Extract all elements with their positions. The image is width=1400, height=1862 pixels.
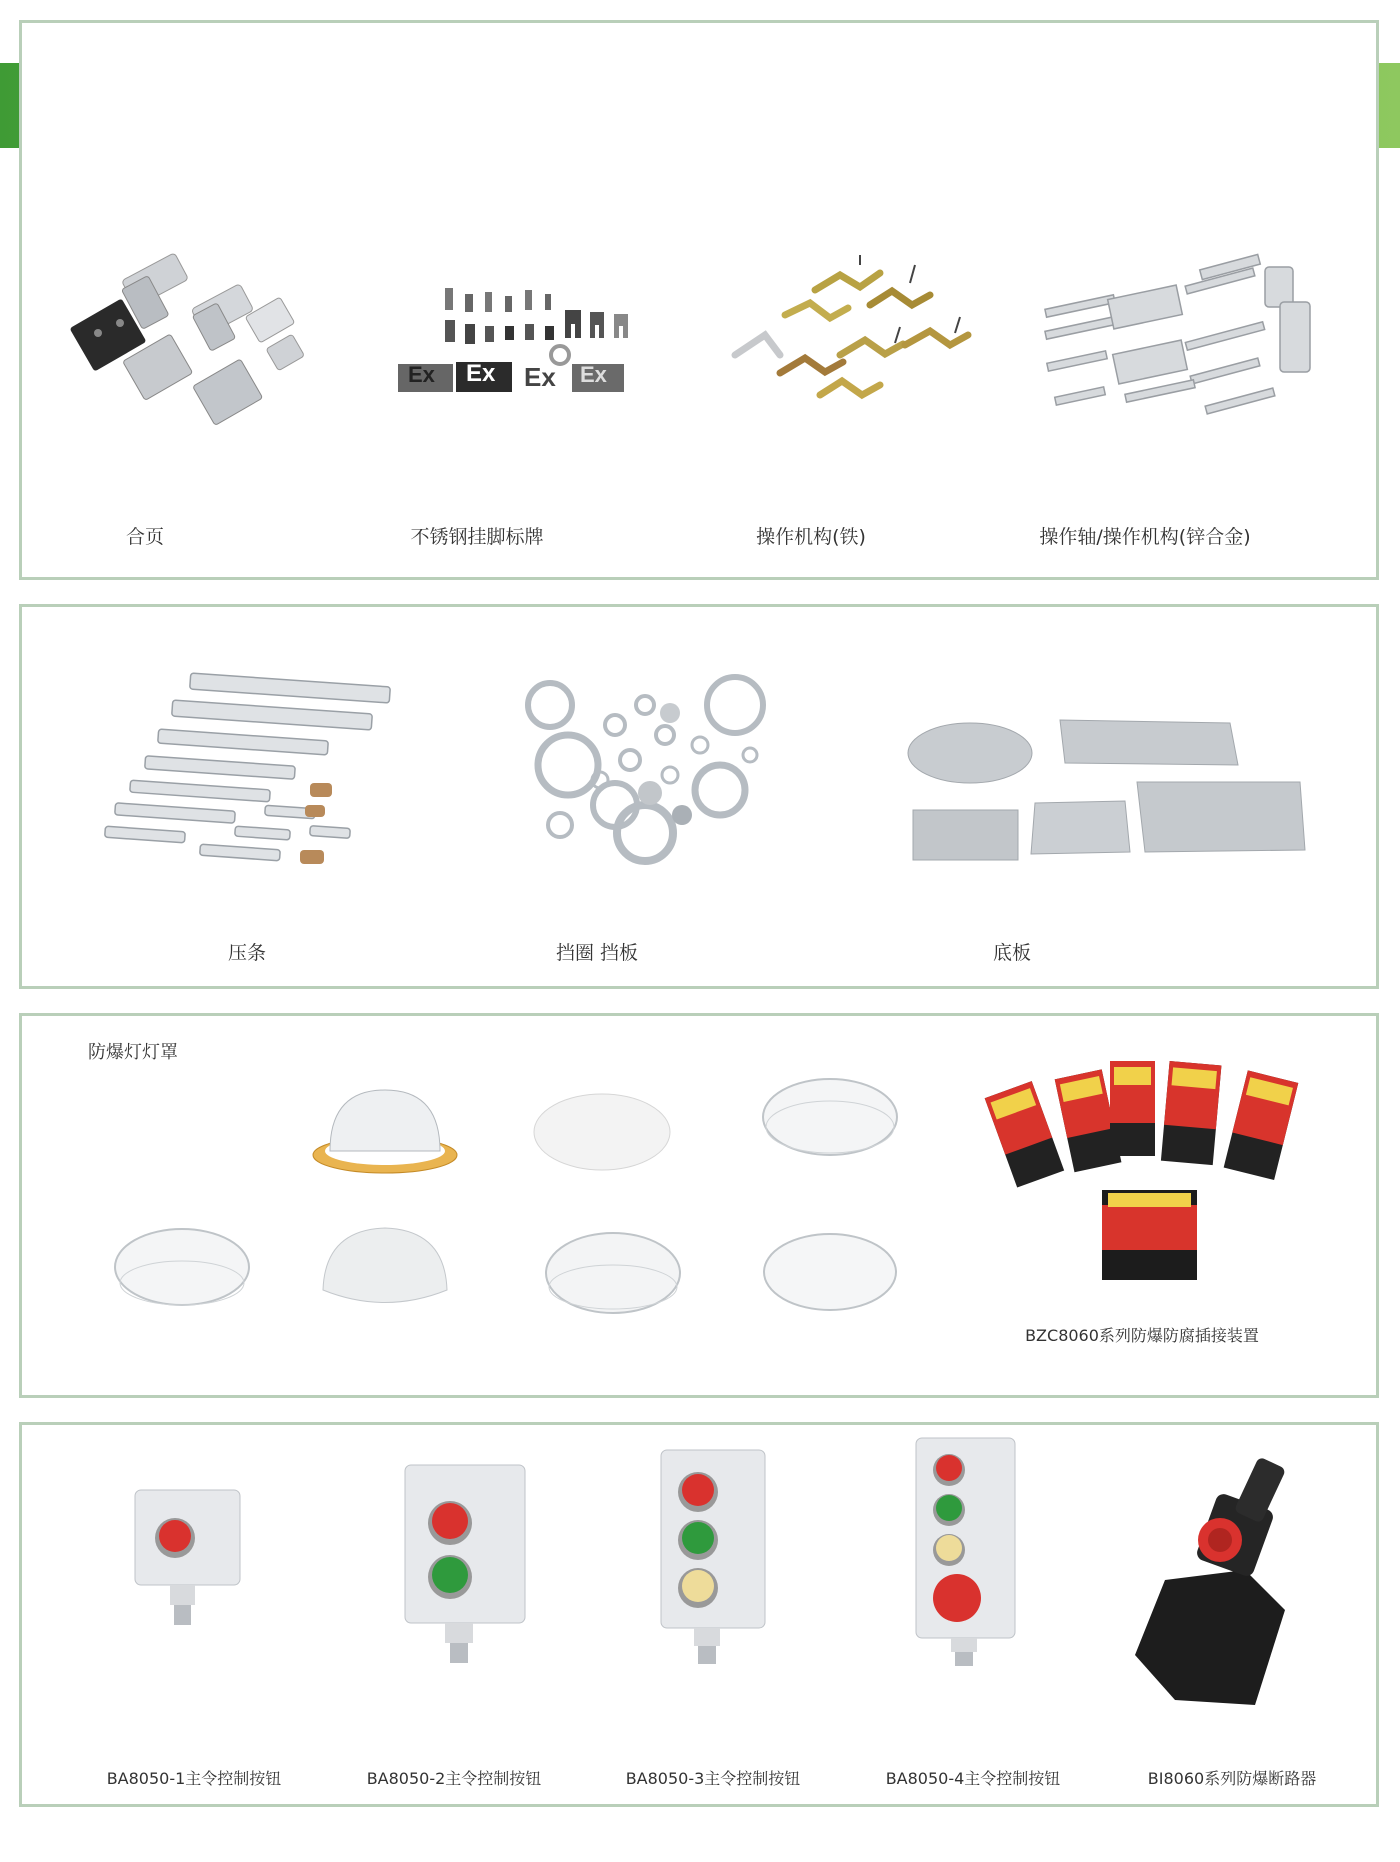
lamp-cover-3	[760, 1075, 900, 1160]
caption-bi8060: BI8060系列防爆断路器	[1147, 1769, 1317, 1788]
caption-bzc8060: BZC8060系列防爆防腐插接装置	[1025, 1326, 1259, 1345]
bzc8060-device-image	[990, 1055, 1310, 1285]
bi8060-breaker-image	[1125, 1460, 1305, 1710]
ba8050-4-image	[913, 1438, 1018, 1668]
caption-ba8050-4: BA8050-4主令控制按钮	[885, 1769, 1061, 1788]
ba8050-2-image	[400, 1465, 530, 1665]
lamp-cover-6	[543, 1225, 683, 1315]
pressing-bar-image	[100, 675, 400, 875]
caption-zinc-shaft: 操作轴/操作机构(锌合金)	[1039, 526, 1251, 548]
ex-label-3: Ex	[524, 362, 556, 392]
caption-ba8050-3: BA8050-3主令控制按钮	[625, 1769, 801, 1788]
lamp-cover-5	[315, 1220, 455, 1310]
base-plate-image	[905, 715, 1315, 865]
ba8050-1-image	[130, 1490, 245, 1630]
caption-iron-mechanism: 操作机构(铁)	[756, 526, 866, 548]
caption-ba8050-1: BA8050-1主令控制按钮	[106, 1769, 282, 1788]
hinge-image	[70, 245, 330, 435]
ba8050-3-image	[658, 1450, 768, 1665]
lamp-cover-1	[310, 1085, 460, 1180]
caption-stainless-plate: 不锈钢挂脚标牌	[410, 526, 544, 548]
ex-labels	[398, 362, 628, 396]
ex-label-4: Ex	[580, 362, 607, 387]
lamp-cover-7	[760, 1228, 900, 1313]
lamp-cover-4	[112, 1225, 252, 1310]
ex-label-1: Ex	[408, 362, 435, 387]
iron-mechanism-image	[720, 255, 980, 425]
caption-washer: 挡圈 挡板	[555, 942, 639, 964]
caption-ba8050-2: BA8050-2主令控制按钮	[366, 1769, 542, 1788]
caption-hinge: 合页	[125, 526, 165, 548]
washer-image	[510, 675, 780, 855]
lamp-cover-2	[532, 1090, 672, 1175]
lamp-cover-title: 防爆灯灯罩	[88, 1042, 178, 1063]
zinc-shaft-image	[1035, 262, 1325, 427]
caption-base-plate: 底板	[992, 942, 1032, 964]
caption-pressing-bar: 压条	[227, 942, 267, 964]
ex-label-2: Ex	[466, 360, 496, 387]
